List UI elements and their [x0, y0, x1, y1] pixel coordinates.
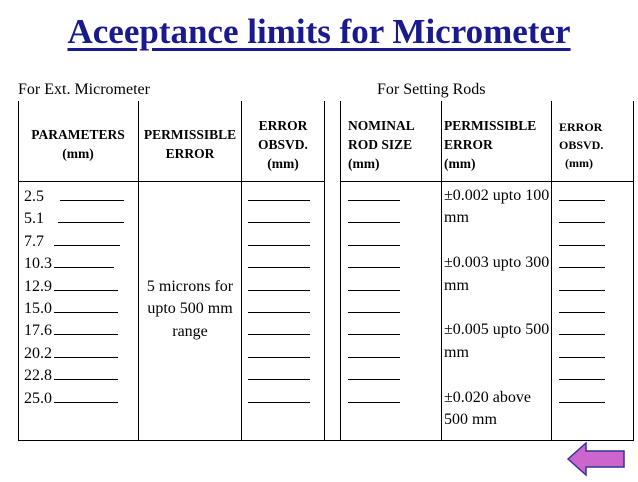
section-label-setting-rods: For Setting Rods	[377, 81, 486, 98]
header-nominal-rod-size: NOMINAL ROD SIZE (mm)	[348, 118, 415, 171]
section-label-ext-micrometer: For Ext. Micrometer	[18, 81, 150, 98]
rod-permissible-error-column: ±0.002 upto 100 mm ±0.003 upto 300 mm ±0.005 upto 500 mm ±0.020 above 500 mm	[444, 187, 550, 428]
header-error-observed: ERROR OBSVD. (mm)	[258, 118, 308, 171]
parameter-row: 7.7	[24, 230, 136, 252]
parameter-row: 15.0	[24, 297, 136, 319]
parameter-row: 12.9	[24, 275, 136, 297]
left-arrow-icon[interactable]	[566, 441, 628, 482]
parameter-row: 25.0	[24, 387, 136, 409]
parameters-column	[24, 185, 136, 409]
parameter-row: 17.6	[24, 319, 136, 341]
page-title: Aceeptance limits for Micrometer	[67, 12, 571, 51]
parameter-row: 2.5	[24, 185, 136, 207]
parameter-row: 10.3	[24, 252, 136, 274]
error-observed-column	[248, 185, 318, 409]
rod-error-observed-column	[559, 185, 629, 409]
parameter-row: 22.8	[24, 364, 136, 386]
header-parameters: PARAMETERS (mm)	[31, 127, 125, 161]
acceptance-limits-table	[18, 101, 634, 441]
nominal-rod-size-column	[348, 185, 428, 409]
header-permissible-error: PERMISSIBLE ERROR	[143, 127, 237, 161]
parameter-row: 5.1	[24, 207, 136, 229]
header-rod-permissible-error: PERMISSIBLE ERROR (mm)	[444, 118, 537, 171]
permissible-error-text: 5 microns for upto 500 mm range	[146, 278, 234, 340]
header-rod-error-observed: ERROR OBSVD. (mm)	[559, 120, 604, 170]
parameter-row: 20.2	[24, 342, 136, 364]
